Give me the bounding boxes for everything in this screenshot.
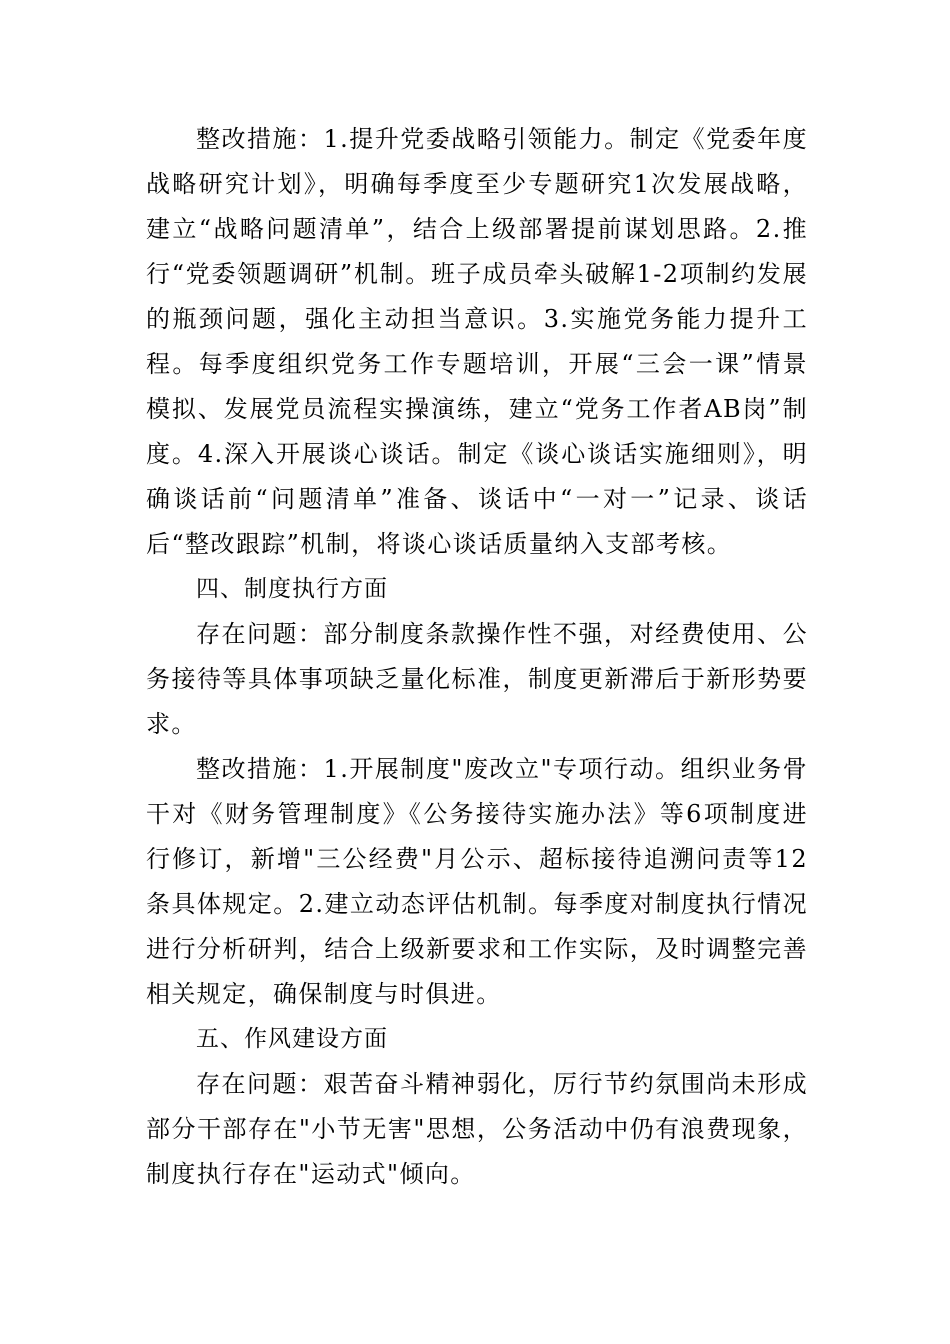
section-heading-work-style: 五、作风建设方面: [196, 1026, 388, 1052]
section-heading-system-execution: 四、制度执行方面: [196, 576, 388, 602]
existing-problems-paragraph: 存在问题：部分制度条款操作性不强，对经费使用、公务接待等具体事项缺乏量化标准，制度更新滞后于新形势要求。: [146, 620, 808, 738]
document-body: [146, 117, 808, 1197]
rectification-measures-paragraph: 整改措施：1.开展制度"废改立"专项行动。组织业务骨干对《财务管理制度》《公务接待实施办法》等6项制度进行修订，新增"三公经费"月公示、超标接待追溯问责等12条具体规定。2.建立动态评估机制。每季度对制度执行情况进行分析研判，结合上级新要求和工作实际，及时调整完善相关规定，确保制度与时俱进。: [146, 755, 808, 1008]
rectification-measures-paragraph: 整改措施：1.提升党委战略引领能力。制定《党委年度战略研究计划》，明确每季度至少专题研究1次发展战略，建立“战略问题清单”，结合上级部署提前谋划思路。2.推行“党委领题调研”机制。班子成员牵头破解1-2项制约发展的瓶颈问题，强化主动担当意识。3.实施党务能力提升工程。每季度组织党务工作专题培训，开展“三会一课”情景模拟、发展党员流程实操演练，建立“党务工作者AB岗”制度。4.深入开展谈心谈话。制定《谈心谈话实施细则》，明确谈话前“问题清单”准备、谈话中“一对一”记录、谈话后“整改跟踪”机制，将谈心谈话质量纳入支部考核。: [146, 125, 808, 558]
existing-problems-paragraph: 存在问题：艰苦奋斗精神弱化，厉行节约氛围尚未形成部分干部存在"小节无害"思想，公务活动中仍有浪费现象，制度执行存在"运动式"倾向。: [146, 1070, 808, 1188]
